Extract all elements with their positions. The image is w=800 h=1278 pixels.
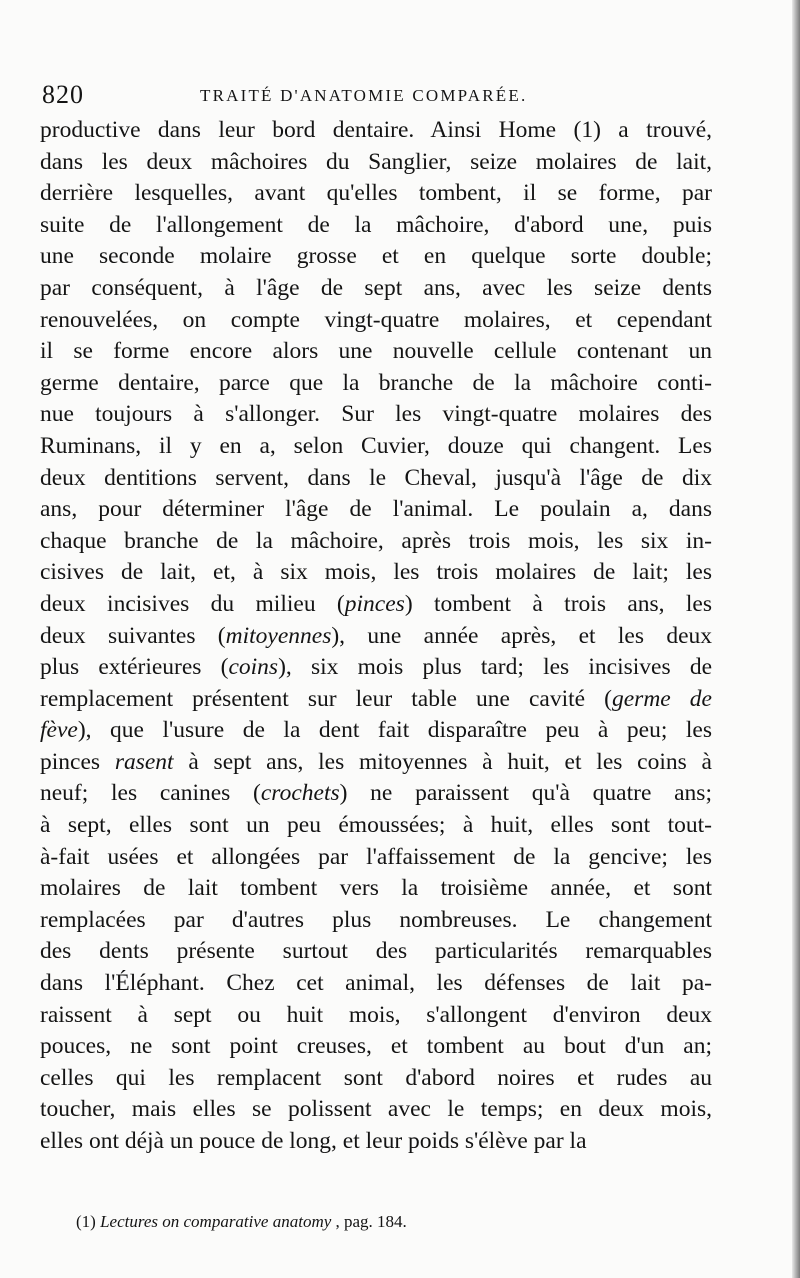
page-header [42,80,722,114]
text-line: Ruminans, il y en a, selon Cuvier, douze qui changent. Les [40,432,712,459]
text-line: productive dans leur bord dentaire. Ainsi Home (1) a trouvé, [40,117,712,143]
text-line: raissent à sept ou huit mois, s'allongent d'environ deux [40,1001,712,1028]
footnote-marker: (1) [76,1212,96,1231]
text-line: chaque branche de la mâchoire, après trois mois, les six in- [40,527,712,554]
text-segment: à sept ans, les mitoyennes à huit, et les coins à [173,748,712,775]
text-line: une seconde molaire grosse et en quelque sorte double; [40,243,712,270]
text-line: suite de l'allongement de la mâchoire, d'abord une, puis [40,211,712,238]
text-line: à sept, elles sont un peu émoussées; à huit, elles sont tout- [40,812,712,839]
italic-term: pinces [344,590,405,617]
text-line [40,715,712,747]
text-segment: pinces [40,748,115,775]
text-line [40,684,712,716]
text-line [40,589,712,621]
text-line: renouvelées, on compte vingt-quatre molaires, et cependant [40,306,712,333]
text-line: il se forme encore alors une nouvelle cellule contenant un [40,338,712,365]
text-segment: remplacement présentent sur leur table une cavité ( [40,685,612,712]
text-line: derrière lesquelles, avant qu'elles tombent, il se forme, par [40,180,712,207]
text-line: des dents présente surtout des particularités remarquables [40,938,712,965]
text-segment: deux incisives du milieu ( [40,590,345,617]
text-line: germe dentaire, parce que la branche de la mâchoire conti- [40,369,712,396]
text-segment: neuf; les canines ( [40,780,261,807]
text-line: elles ont déjà un pouce de long, et leur poids s'élève par la [40,1128,587,1154]
text-segment: ), une année après, et les deux [331,622,712,649]
text-segment: ) tombent à trois ans, les [404,590,713,617]
text-segment: plus extérieures ( [40,654,229,681]
page-number: 820 [42,80,84,109]
italic-term: crochets [260,780,340,807]
text-line: celles qui les remplacent sont d'abord noires et rudes au [40,1064,712,1091]
text-segment: ), que l'usure de la dent fait disparaître peu à peu; les [77,717,712,744]
footnote [76,1212,407,1232]
text-line: dans l'Éléphant. Chez cet animal, les défenses de lait pa- [40,970,712,997]
text-line: remplacées par d'autres plus nombreuses. Le changement [40,906,712,933]
italic-term: rasent [114,748,174,775]
text-line: nue toujours à s'allonger. Sur les vingt-quatre molaires des [40,401,712,428]
text-line: toucher, mais elles se polissent avec le temps; en deux mois, [40,1096,712,1123]
text-line [40,621,712,653]
italic-term: germe de [612,685,712,712]
text-segment: ), six mois plus tard; les incisives de [278,654,713,681]
italic-term: fève [40,717,78,744]
text-line [40,778,712,810]
body-text [40,115,712,1158]
text-segment: ) ne paraissent qu'à quatre ans; [339,780,712,807]
footnote-reference: , pag. 184. [335,1212,407,1231]
text-line [40,747,712,779]
text-line: cisives de lait, et, à six mois, les trois molaires de lait; les [40,559,712,586]
page-edge-shadow [792,0,800,1278]
text-line: ans, pour déterminer l'âge de l'animal. Le poulain a, dans [40,496,712,523]
text-line: à-fait usées et allongées par l'affaissement de la gencive; les [40,843,712,870]
text-line: dans les deux mâchoires du Sanglier, seize molaires de lait, [40,148,712,175]
text-line: molaires de lait tombent vers la troisième année, et sont [40,875,712,902]
text-line: pouces, ne sont point creuses, et tombent au bout d'un an; [40,1033,712,1060]
running-title: TRAITÉ D'ANATOMIE COMPARÉE. [200,86,528,105]
text-line: deux dentitions servent, dans le Cheval, jusqu'à l'âge de dix [40,464,712,491]
text-line: par conséquent, à l'âge de sept ans, avec les seize dents [40,274,712,301]
text-segment: deux suivantes ( [40,622,226,649]
italic-term: coins [228,654,279,681]
text-line [40,652,712,684]
footnote-work-title: Lectures on comparative anatomy [100,1212,332,1231]
italic-term: mitoyennes [225,622,332,649]
